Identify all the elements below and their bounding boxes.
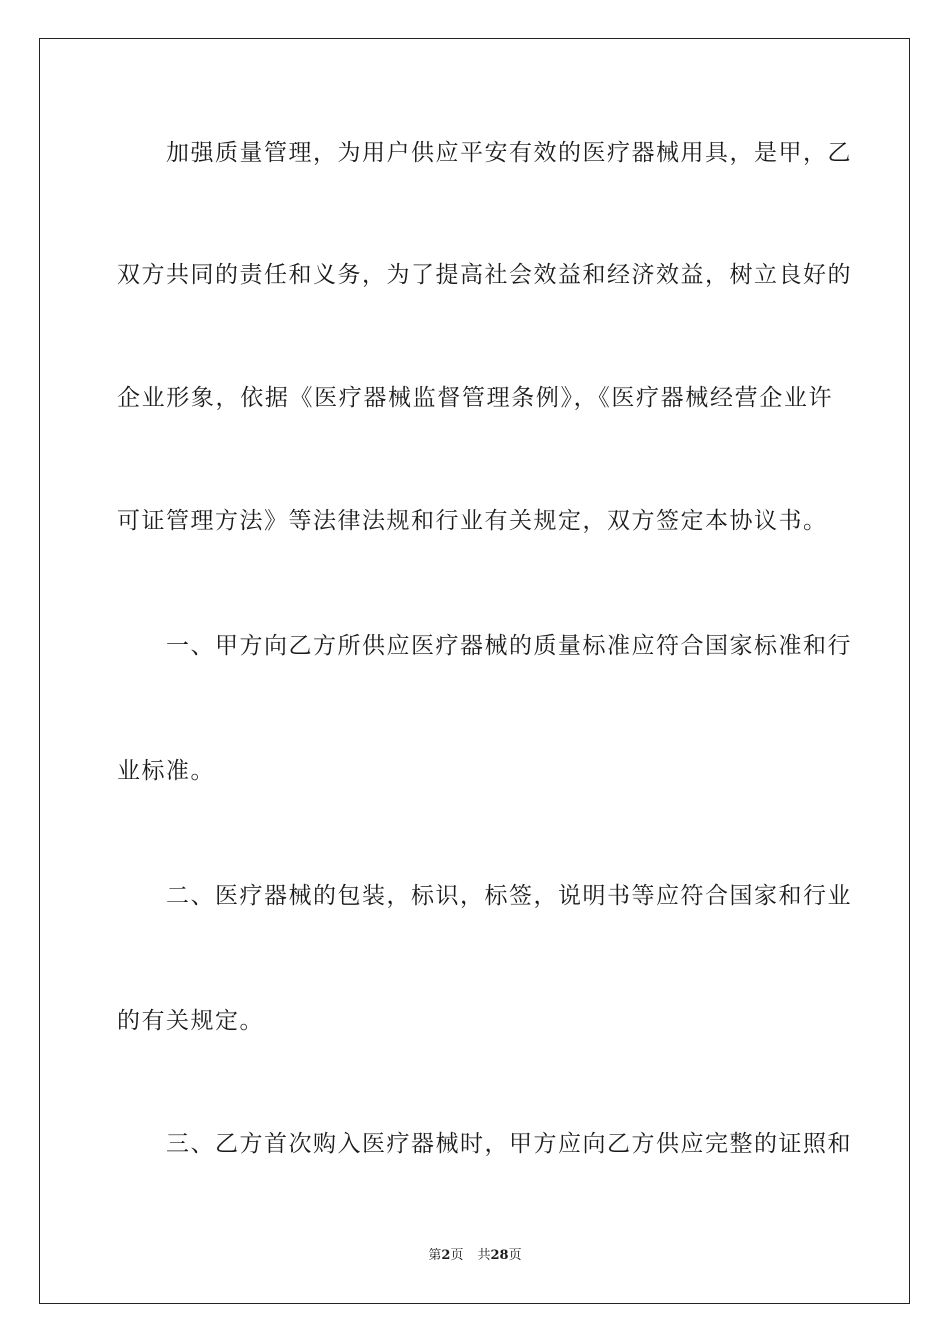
body-text-line-5: 一、甲方向乙方所供应医疗器械的质量标准应符合国家标准和行 bbox=[117, 633, 852, 659]
body-text-line-6: 业标准。 bbox=[117, 758, 215, 784]
body-text-line-9: 三、乙方首次购入医疗器械时，甲方应向乙方供应完整的证照和 bbox=[117, 1131, 852, 1157]
body-text-line-3: 企业形象，依据《医疗器械监督管理条例》，《医疗器械经营企业许 bbox=[117, 385, 833, 411]
body-text-line-4: 可证管理方法》等法律法规和行业有关规定，双方签定本协议书。 bbox=[117, 508, 828, 534]
page-footer bbox=[0, 1247, 950, 1265]
footer-total-pages: 28 bbox=[490, 1248, 509, 1263]
footer-page-prefix: 第 bbox=[428, 1248, 442, 1263]
footer-page-suffix: 页 bbox=[450, 1248, 464, 1263]
footer-total-suffix: 页 bbox=[508, 1248, 522, 1263]
body-text-line-8: 的有关规定。 bbox=[117, 1008, 264, 1034]
footer-total-prefix: 共 bbox=[477, 1248, 491, 1263]
body-text-line-7: 二、医疗器械的包装，标识，标签，说明书等应符合国家和行业 bbox=[117, 883, 852, 909]
page-border bbox=[39, 38, 910, 1304]
body-text-line-2: 双方共同的责任和义务，为了提高社会效益和经济效益，树立良好的 bbox=[117, 262, 852, 288]
footer-page-number: 2 bbox=[441, 1248, 451, 1263]
body-text-line-1: 加强质量管理，为用户供应平安有效的医疗器械用具，是甲，乙 bbox=[117, 140, 852, 166]
